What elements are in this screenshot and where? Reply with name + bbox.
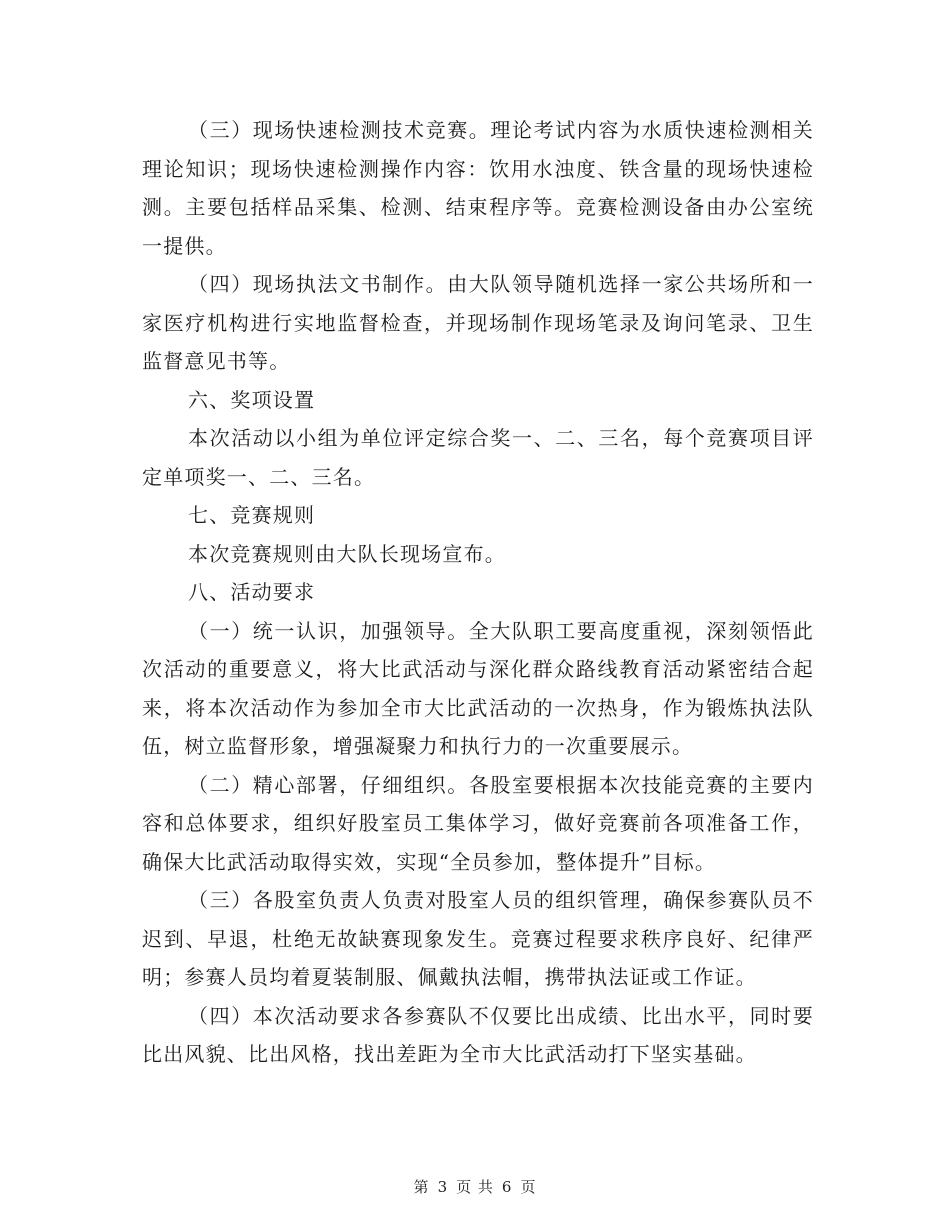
paragraph-section-3: （三）现场快速检测技术竞赛。理论考试内容为水质快速检测相关理论知识；现场快速检测操作内容：饮用水浊度、铁含量的现场快速检测。主要包括样品采集、检测、结束程序等。竞赛检测设备由办公室统一提供。 [142, 118, 814, 258]
paragraph-requirement-2: （二）精心部署，仔细组织。各股室要根据本次技能竞赛的主要内容和总体要求，组织好股室员工集体学习，做好竞赛前各项准备工作，确保大比武活动取得实效，实现“全员参加，整体提升”目标。 [142, 772, 814, 874]
footer-suffix: 页 [520, 1178, 537, 1196]
paragraph-rules: 本次竞赛规则由大队长现场宣布。 [188, 541, 506, 566]
paragraph-requirement-3: （三）各股室负责人负责对股室人员的组织管理，确保参赛队员不迟到、早退，杜绝无故缺赛现象发生。竞赛过程要求秩序良好、纪律严明；参赛人员均着夏装制服、佩戴执法帽，携带执法证或工作证。 [142, 888, 814, 989]
heading-requirements: 八、活动要求 [188, 580, 316, 604]
current-page-number: 3 [437, 1178, 449, 1196]
heading-awards: 六、奖项设置 [188, 387, 316, 412]
footer-prefix: 第 [413, 1178, 430, 1196]
paragraph-requirement-1: （一）统一认识，加强领导。全大队职工要高度重视，深刻领悟此次活动的重要意义，将大比武活动与深化群众路线教育活动紧密结合起来，将本次活动作为参加全市大比武活动的一次热身，作为锻炼执法队伍，树立监督形象，增强凝聚力和执行力的一次重要展示。 [142, 618, 814, 758]
paragraph-awards: 本次活动以小组为单位评定综合奖一、二、三名，每个竞赛项目评定单项奖一、二、三名。 [142, 426, 814, 489]
paragraph-requirement-4: （四）本次活动要求各参赛队不仅要比出成绩、比出水平，同时要比出风貌、比出风格，找出差距为全市大比武活动打下坚实基础。 [142, 1003, 814, 1066]
page-number-footer [0, 1176, 950, 1197]
total-pages-number: 6 [501, 1178, 513, 1196]
footer-mid: 页 共 [456, 1178, 494, 1196]
heading-rules: 七、竞赛规则 [188, 503, 316, 527]
document-body [142, 111, 814, 1074]
paragraph-section-4: （四）现场执法文书制作。由大队领导随机选择一家公共场所和一家医疗机构进行实地监督检查，并现场制作现场笔录及询问笔录、卫生监督意见书等。 [142, 272, 814, 373]
